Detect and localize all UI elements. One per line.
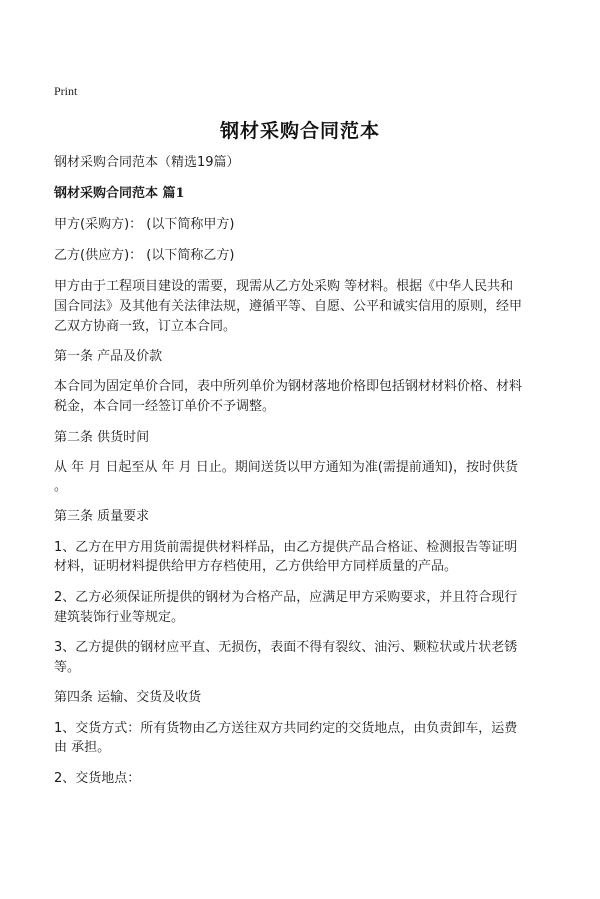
party-b-line: 乙方(供应方)： (以下简称乙方) — [54, 248, 235, 263]
paragraph-line: 1、交货方式：所有货物由乙方送往双方共同约定的交货地点，由负责卸车，运费 — [54, 721, 518, 736]
section-heading: 钢材采购合同范本 篇1 — [54, 186, 185, 201]
page-title: 钢材采购合同范本 — [219, 120, 380, 142]
paragraph-line: 从 年 月 日起至从 年 月 日止。期间送货以甲方通知为准(需提前通知)，按时供货 — [54, 460, 518, 475]
article-heading: 第三条 质量要求 — [54, 509, 150, 524]
paragraph-line: 建筑装饰行业等规定。 — [54, 610, 185, 625]
paragraph-line: 由 承担。 — [54, 740, 111, 755]
paragraph-line: 甲方由于工程项目建设的需要，现需从乙方处采购 等材料。根据《中华人民共和 — [54, 279, 514, 294]
article-heading: 第四条 运输、交货及收货 — [54, 690, 202, 705]
party-a-line: 甲方(采购方)： (以下简称甲方) — [54, 217, 235, 232]
document-subtitle: 钢材采购合同范本（精选19篇） — [54, 155, 240, 170]
paragraph-line: 3、乙方提供的钢材应平直、无损伤，表面不得有裂纹、油污、颗粒状或片状老锈 — [54, 640, 518, 655]
paragraph-line: 。 — [54, 479, 68, 494]
paragraph-line: 本合同为固定单价合同，表中所列单价为钢材落地价格即包括钢材材料价格、材料 — [54, 379, 523, 394]
paragraph-line: 材料，证明材料提供给甲方存档使用，乙方供给甲方同样质量的产品。 — [54, 559, 458, 574]
paragraph-line: 等。 — [54, 660, 81, 675]
article-heading: 第二条 供货时间 — [54, 430, 150, 445]
article-heading: 第一条 产品及价款 — [54, 349, 163, 364]
paragraph-line: 1、乙方在甲方用货前需提供材料样品，由乙方提供产品合格证、检测报告等证明 — [54, 540, 518, 555]
print-link[interactable]: Print — [54, 84, 78, 98]
paragraph-line: 乙双方协商一致，订立本合同。 — [54, 319, 237, 334]
paragraph-line: 2、乙方必须保证所提供的钢材为合格产品，应满足甲方采购要求，并且符合现行 — [54, 590, 518, 605]
paragraph-line: 税金，本合同一经签订单价不予调整。 — [54, 399, 276, 414]
paragraph-line: 国合同法》及其他有关法律法规，遵循平等、自愿、公平和诚实信用的原则，经甲 — [54, 299, 523, 314]
paragraph-line: 2、交货地点： — [54, 771, 141, 786]
